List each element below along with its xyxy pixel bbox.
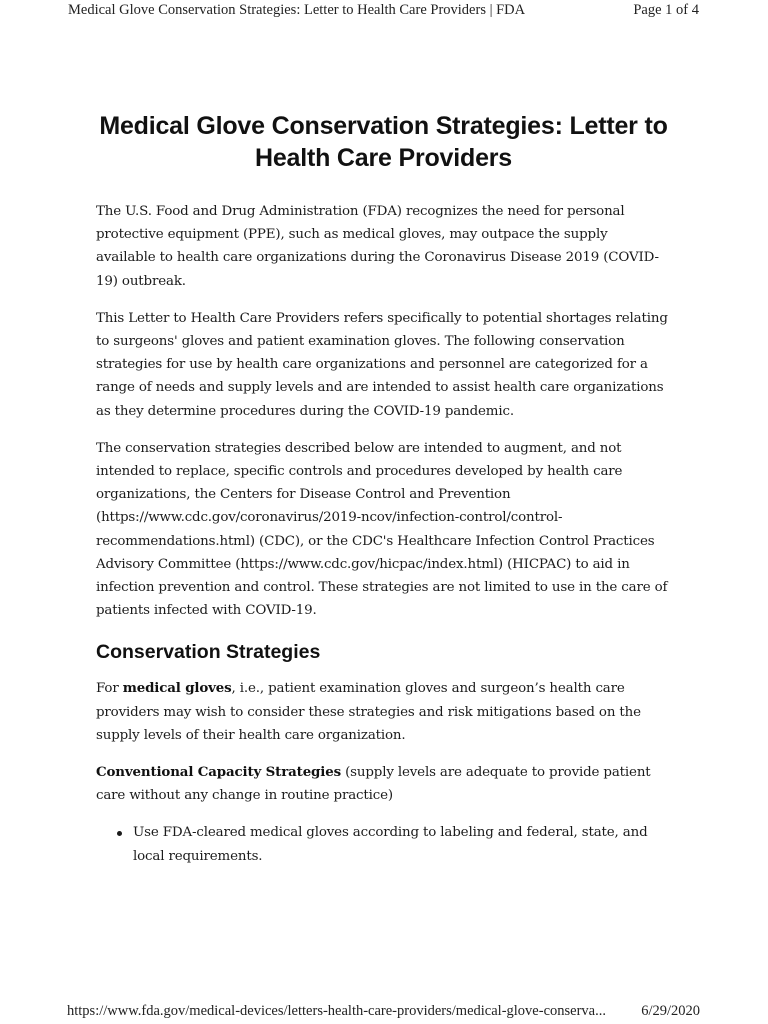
medical-gloves-paragraph: [96, 677, 671, 747]
print-page-number: Page 1 of 4: [633, 2, 699, 18]
conventional-capacity-text: (supply levels are adequate to provide patient care without any change in routine practice): [96, 765, 651, 804]
augment-paragraph: The conservation strategies described below are intended to augment, and not intended to replace, specific controls and procedures developed by health care organizations, the Centers for Disease Control and Prevention (https://www.cdc.gov/coronavirus/2019-ncov/infection-control/control-recommendations.html) (CDC), or the CDC's Healthcare Infection Control Practices Advisory Committee (https://www.cdc.gov/hicpac/index.html) (HICPAC) to aid in infection prevention and control. These strategies are not limited to use in the care of patients infected with COVID-19.: [96, 440, 668, 619]
intro-paragraph: The U.S. Food and Drug Administration (FDA) recognizes the need for personal protective equipment (PPE), such as medical gloves, may outpace the supply available to health care organizations during the Coronavirus Disease 2019 (COVID-19) outbreak.: [96, 204, 659, 289]
section-heading-conservation-strategies: Conservation Strategies: [96, 641, 321, 664]
conventional-strategies-list: [96, 821, 671, 867]
print-header: [0, 0, 768, 26]
scope-paragraph: This Letter to Health Care Providers refers specifically to potential shortages relating to surgeons' gloves and patient examination gloves. The following conservation strategies for use by health care organizations and personnel are categorized for a range of needs and supply levels and are intended to assist health care organizations as they determine procedures during the COVID-19 pandemic.: [96, 310, 668, 419]
conventional-capacity-paragraph: [96, 761, 671, 807]
document-body: [96, 110, 671, 868]
medical-gloves-text: , i.e., patient examination gloves and surgeon’s health care providers may wish to consider these strategies and risk mitigations based on the supply levels of their health care organization.: [96, 681, 641, 743]
document-title: Medical Glove Conservation Strategies: Letter to Health Care Providers: [99, 112, 668, 172]
list-item: [117, 821, 671, 867]
print-footer-url: https://www.fda.gov/medical-devices/letters-health-care-providers/medical-glove-conserva...: [67, 1003, 606, 1019]
print-header-title: Medical Glove Conservation Strategies: Letter to Health Care Providers | FDA: [68, 2, 526, 18]
list-item-text: Use FDA-cleared medical gloves according to labeling and federal, state, and local requirements.: [133, 825, 648, 864]
conventional-capacity-term: Conventional Capacity Strategies: [96, 764, 341, 781]
print-footer: [0, 1000, 768, 1024]
bullet-icon: [117, 831, 122, 836]
print-footer-date: 6/29/2020: [641, 1003, 700, 1019]
medical-gloves-term: medical gloves: [122, 680, 232, 697]
medical-gloves-prefix: For: [96, 681, 123, 697]
